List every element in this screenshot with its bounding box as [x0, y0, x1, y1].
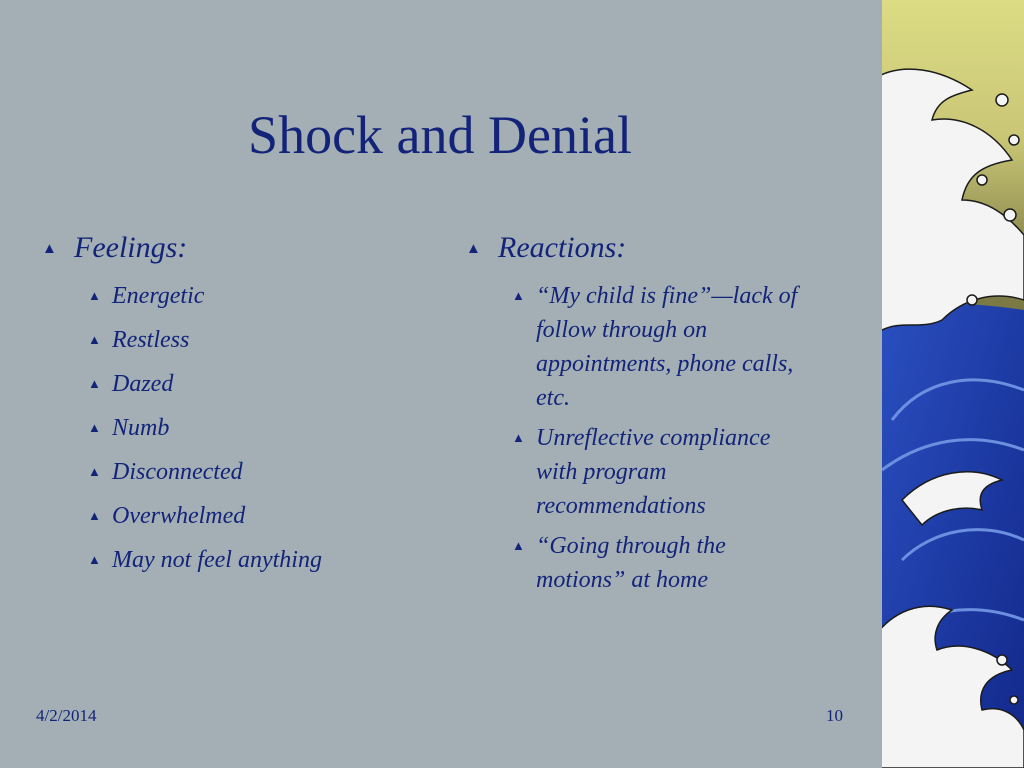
list-item: [88, 279, 422, 316]
reactions-heading: [466, 230, 846, 271]
reactions-heading-text: Reactions:: [498, 231, 627, 264]
bullet-icon: ▲: [512, 538, 525, 553]
list-item: [512, 279, 812, 415]
list-item: [88, 411, 422, 448]
bullet-icon: ▲: [512, 288, 525, 303]
feelings-list: [88, 279, 422, 580]
bullet-icon: ▲: [42, 241, 57, 257]
bullet-icon: ▲: [466, 241, 481, 257]
slide-number: 10: [826, 706, 843, 725]
list-item-text: May not feel anything: [112, 547, 322, 573]
list-item-text: Overwhelmed: [112, 503, 246, 529]
list-item-text: Dazed: [112, 371, 174, 397]
list-item: [88, 499, 422, 536]
bullet-icon: ▲: [88, 288, 101, 303]
list-item-text: Restless: [112, 327, 190, 353]
list-item: [88, 543, 422, 580]
list-item: [88, 455, 422, 492]
list-item-text: “Going through the motions” at home: [536, 533, 726, 593]
list-item: [512, 421, 812, 523]
bullet-icon: ▲: [88, 420, 101, 435]
list-item-text: Unreflective compliance with program recommendations: [536, 425, 771, 519]
feelings-column: [42, 230, 422, 587]
reactions-list: [512, 279, 812, 597]
list-item: [512, 529, 812, 597]
slide-date: 4/2/2014: [36, 706, 97, 725]
list-item-text: Energetic: [112, 283, 205, 309]
bullet-icon: ▲: [512, 430, 525, 445]
list-item: [88, 323, 422, 360]
slide-title: Shock and Denial: [248, 105, 632, 165]
bullet-icon: ▲: [88, 332, 101, 347]
list-item-text: Numb: [112, 415, 170, 441]
bullet-icon: ▲: [88, 376, 101, 391]
bullet-icon: ▲: [88, 508, 101, 523]
feelings-heading-text: Feelings:: [74, 231, 188, 264]
list-item-text: “My child is fine”—lack of follow through on appointments, phone calls, etc.: [536, 283, 798, 411]
wave-decoration-image: [882, 0, 1024, 768]
bullet-icon: ▲: [88, 552, 101, 567]
list-item-text: Disconnected: [112, 459, 243, 485]
bullet-icon: ▲: [88, 464, 101, 479]
feelings-heading: [42, 230, 422, 271]
reactions-column: [466, 230, 846, 603]
list-item: [88, 367, 422, 404]
